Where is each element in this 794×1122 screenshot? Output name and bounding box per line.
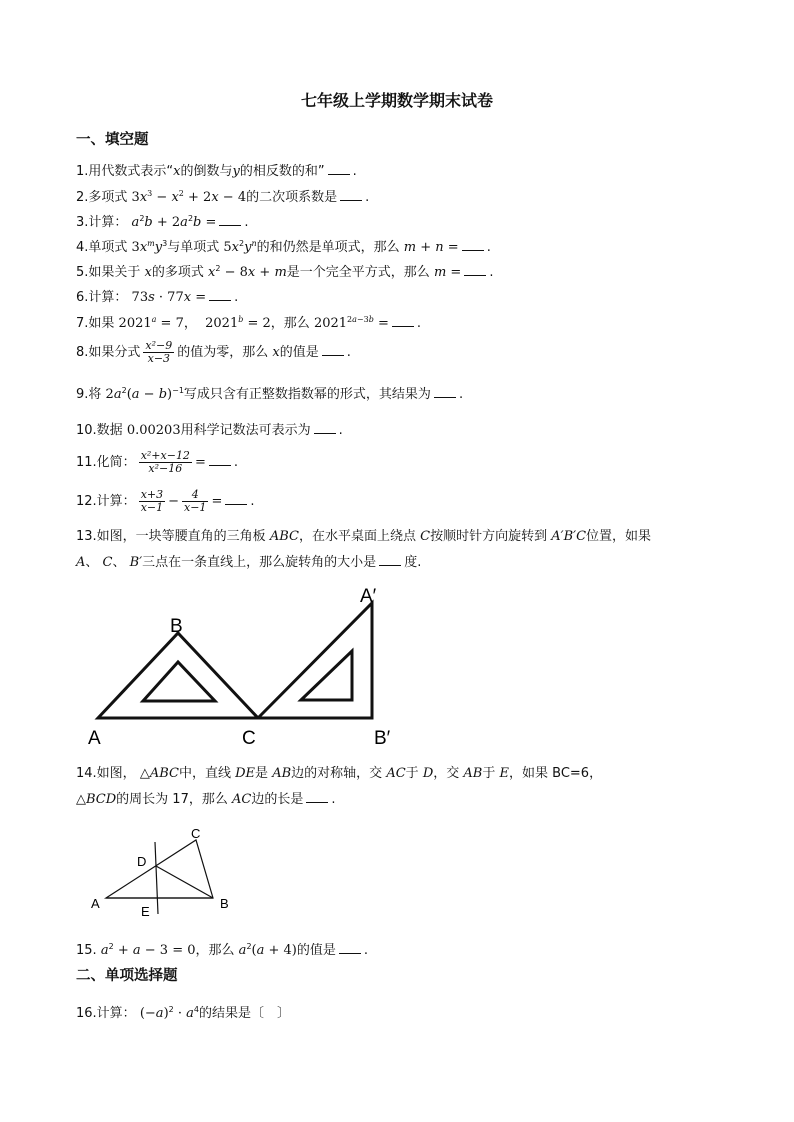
label-b-prime: B′	[374, 728, 391, 749]
label-e: E	[141, 904, 150, 918]
question-14-line-1: 14.如图， △ABC中，直线 DE是 AB边的对称轴，交 AC于 D，交 AB于 E，如果 BC=6，	[76, 766, 603, 781]
answer-blank	[225, 492, 247, 505]
question-16: 16.计算： $(-a)^2 \cdot a^4$的结果是〔 〕	[76, 1005, 291, 1021]
section-heading-fill-in: 一、填空题	[76, 132, 149, 148]
question-1: 1.用代数式表示“x的倒数与y的相反数的和” .	[76, 164, 357, 179]
answer-blank	[339, 941, 361, 954]
triangle-abc-inner	[143, 662, 215, 701]
question-11: 11.化简： $\frac{\text{x²+x−12}}{\text{x²−16}}$ = .	[76, 449, 238, 475]
question-2: 2.多项式 $3x^3 - x^2 + 2x - 4$的二次项系数是 .	[76, 189, 370, 205]
answer-blank	[379, 553, 401, 566]
label-b: B	[170, 616, 183, 637]
question-15: 15. $a^2 + a - 3 = 0$，那么 $a^2(a + 4)$的值是 .	[76, 942, 369, 958]
answer-blank	[434, 385, 456, 398]
question-6: 6.计算： 73s · 77x = .	[76, 290, 239, 305]
answer-blank	[219, 213, 241, 226]
question-14-line-2: △BCD的周长为 17，那么 AC边的长是 .	[76, 792, 336, 807]
answer-blank	[306, 790, 328, 803]
question-9: 9.将 $2a^2(a - b)^{-1}$写成只含有正整数指数幂的形式，其结果为 .	[76, 386, 464, 402]
triangle-a1b1c-inner	[301, 651, 352, 700]
answer-blank	[392, 314, 414, 327]
question-7: 7.如果 $2021^a = 7$， $2021^b = 2$，那么 $2021^{2a-3b}$ = .	[76, 315, 421, 331]
answer-blank	[464, 263, 486, 276]
answer-blank	[328, 162, 350, 175]
answer-blank	[209, 453, 231, 466]
figure-triangle-de	[86, 822, 246, 918]
answer-blank	[314, 421, 336, 434]
label-d: D	[137, 854, 147, 869]
answer-blank	[209, 288, 231, 301]
label-c: C	[242, 728, 256, 749]
fraction: $\frac{\text{x²+x−12}}{\text{x²−16}}$	[140, 449, 190, 475]
line-de	[155, 842, 158, 914]
triangle-abc	[98, 633, 258, 718]
label-a-prime: A′	[360, 586, 377, 607]
question-13-line-1: 13.如图，一块等腰直角的三角板 ABC，在水平桌面上绕点 C按顺时针方向旋转到 A′B′C位置，如果	[76, 529, 652, 544]
question-4: 4.单项式 $3x^my^3$与单项式 $5x^2y^n$的和仍然是单项式，那么 m + n = .	[76, 239, 491, 255]
fraction: $\frac{4}{x-1}$	[184, 488, 207, 514]
figure-rotated-triangles	[80, 578, 420, 753]
answer-blank	[462, 238, 484, 251]
question-12: 12.计算： $\frac{x+3}{x-1}$ − $\frac{4}{x-1}$ = .	[76, 488, 255, 514]
section-heading-multiple-choice: 二、单项选择题	[76, 968, 178, 984]
answer-blank	[340, 188, 362, 201]
label-c: C	[191, 826, 201, 841]
label-a: A	[88, 728, 101, 749]
question-13-line-2: A、 C、 B′三点在一条直线上，那么旋转角的大小是 度.	[76, 555, 422, 570]
label-a: A	[91, 896, 100, 911]
question-5: 5.如果关于 x的多项式 $x^2 - 8x + m$是一个完全平方式，那么 m = .	[76, 264, 494, 280]
fraction: $\frac{\text{x²−9}}{x-3}$	[145, 339, 173, 365]
fraction: $\frac{x+3}{x-1}$	[140, 488, 164, 514]
question-3: 3.计算： $a^2b + 2a^2b$ = .	[76, 214, 249, 230]
question-10: 10.数据 0.00203用科学记数法可表示为 .	[76, 423, 343, 438]
page-title: 七年级上学期数学期末试卷	[300, 91, 493, 110]
question-8: 8.如果分式 $\frac{\text{x²−9}}{x-3}$ 的值为零，那么 x的值是 .	[76, 339, 351, 365]
answer-blank	[322, 343, 344, 356]
label-b: B	[220, 896, 229, 911]
